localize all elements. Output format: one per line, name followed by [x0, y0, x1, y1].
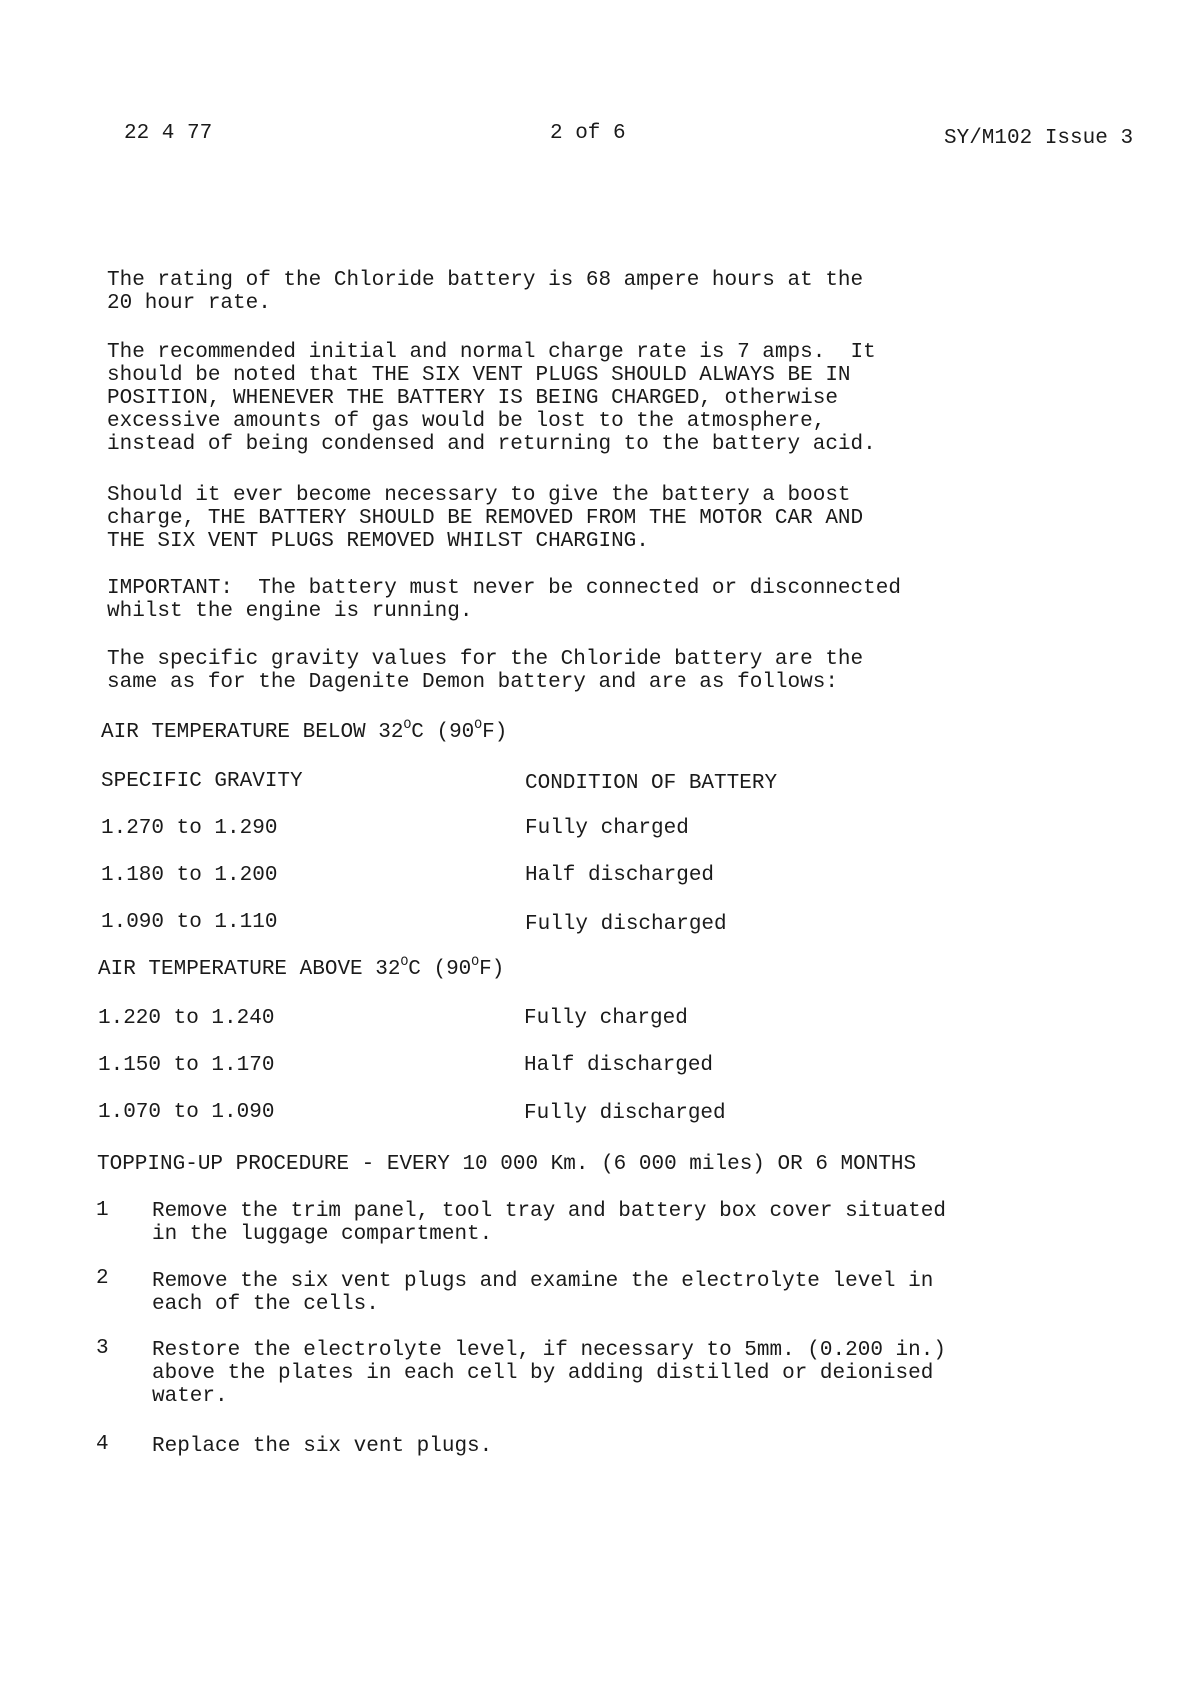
table-row-sg: 1.070 to 1.090 — [98, 1101, 275, 1124]
paragraph-boost-charge — [107, 484, 1007, 553]
text-line: whilst the engine is running. — [107, 600, 473, 623]
header-ref-code: SY/M102 — [944, 127, 1033, 150]
table-row-condition: Fully discharged — [525, 913, 727, 936]
procedure-step — [152, 1200, 1052, 1246]
step-number: 3 — [96, 1337, 109, 1360]
table-above-heading — [98, 954, 505, 982]
text-line: same as for the Dagenite Demon battery and are as follows: — [107, 671, 838, 694]
paragraph-specific-gravity-intro — [107, 648, 1007, 694]
text-line: Restore the electrolyte level, if necessary to 5mm. (0.200 in.) — [152, 1339, 946, 1362]
text-line: THE SIX VENT PLUGS REMOVED WHILST CHARGING. — [107, 530, 649, 553]
column-header-specific-gravity: SPECIFIC GRAVITY — [101, 770, 303, 793]
heading-text: C (90 — [411, 721, 475, 744]
text-line: water. — [152, 1385, 228, 1408]
paragraph-rating — [107, 269, 1007, 315]
heading-text: AIR TEMPERATURE ABOVE 32 — [98, 958, 401, 981]
heading-text: F) — [482, 721, 508, 744]
text-line: above the plates in each cell by adding distilled or deionised — [152, 1362, 934, 1385]
text-line: should be noted that THE SIX VENT PLUGS SHOULD ALWAYS BE IN — [107, 364, 851, 387]
table-row-sg: 1.180 to 1.200 — [101, 864, 278, 887]
table-row-sg: 1.150 to 1.170 — [98, 1054, 275, 1077]
text-line: The specific gravity values for the Chloride battery are the — [107, 648, 864, 671]
degree-symbol: O — [400, 954, 409, 969]
table-row-condition: Fully charged — [525, 817, 689, 840]
table-row-sg: 1.090 to 1.110 — [101, 911, 278, 934]
heading-text: AIR TEMPERATURE BELOW 32 — [101, 721, 404, 744]
text-line: Remove the six vent plugs and examine the electrolyte level in — [152, 1270, 934, 1293]
column-header-condition: CONDITION OF BATTERY — [525, 772, 778, 795]
header-reference — [944, 127, 1133, 150]
paragraph-important — [107, 577, 1007, 623]
text-line: Replace the six vent plugs. — [152, 1435, 493, 1458]
heading-text: C (90 — [408, 958, 472, 981]
text-line: instead of being condensed and returning to the battery acid. — [107, 433, 876, 456]
procedure-step — [152, 1435, 1052, 1458]
step-number: 1 — [96, 1199, 109, 1222]
text-line: charge, THE BATTERY SHOULD BE REMOVED FROM THE MOTOR CAR AND — [107, 507, 864, 530]
table-below-heading — [101, 717, 508, 745]
text-line: excessive amounts of gas would be lost to the atmosphere, — [107, 410, 826, 433]
header-date: 22 4 77 — [124, 122, 213, 145]
table-row-condition: Fully discharged — [524, 1102, 726, 1125]
header-issue: Issue 3 — [1044, 127, 1134, 150]
paragraph-charge-rate — [107, 341, 1007, 456]
procedure-title: TOPPING-UP PROCEDURE - EVERY 10 000 Km. (6 000 miles) OR 6 MONTHS — [97, 1153, 917, 1176]
degree-symbol: O — [403, 717, 412, 732]
step-number: 4 — [96, 1433, 109, 1456]
step-number: 2 — [96, 1267, 109, 1290]
text-line: 20 hour rate. — [107, 292, 271, 315]
text-line: each of the cells. — [152, 1293, 379, 1316]
text-line: POSITION, WHENEVER THE BATTERY IS BEING CHARGED, otherwise — [107, 387, 838, 410]
table-row-condition: Fully charged — [524, 1007, 688, 1030]
table-row-condition: Half discharged — [524, 1054, 714, 1077]
text-line: Should it ever become necessary to give the battery a boost — [107, 484, 851, 507]
text-line: Remove the trim panel, tool tray and battery box cover situated — [152, 1200, 946, 1223]
text-line: IMPORTANT: The battery must never be connected or disconnected — [107, 577, 901, 600]
text-line: The recommended initial and normal charge rate is 7 amps. It — [107, 341, 876, 364]
text-line: The rating of the Chloride battery is 68 ampere hours at the — [107, 269, 864, 292]
table-row-sg: 1.220 to 1.240 — [98, 1007, 275, 1030]
heading-text: F) — [479, 958, 505, 981]
header-page-number: 2 of 6 — [550, 122, 626, 145]
procedure-step — [152, 1270, 1052, 1316]
table-row-condition: Half discharged — [525, 864, 715, 887]
degree-symbol: O — [474, 717, 483, 732]
degree-symbol: O — [471, 954, 480, 969]
text-line: in the luggage compartment. — [152, 1223, 493, 1246]
procedure-step — [152, 1339, 1052, 1408]
table-row-sg: 1.270 to 1.290 — [101, 817, 278, 840]
